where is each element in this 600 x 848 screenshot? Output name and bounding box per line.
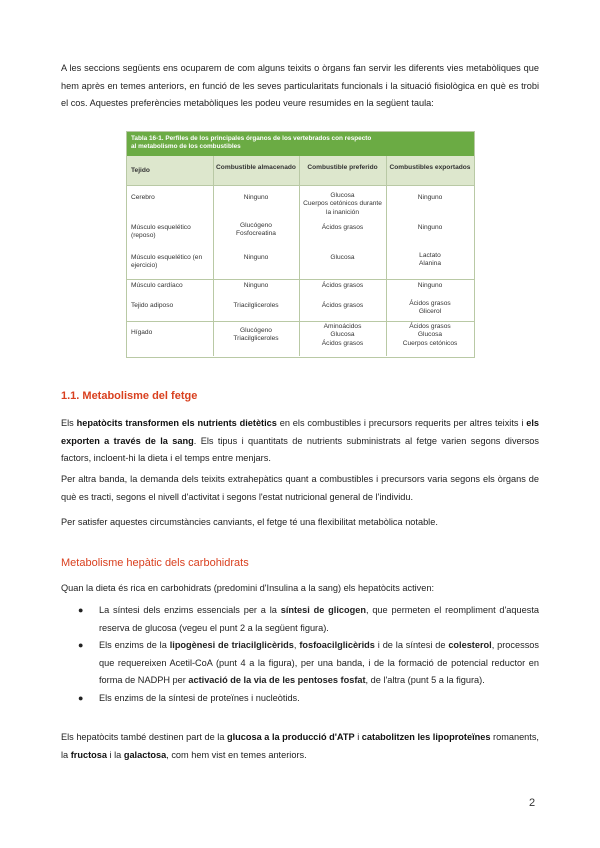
bullet-icon: ● <box>78 692 84 703</box>
bullet-icon: ● <box>78 605 84 615</box>
table-cell-tissue: Músculo esquelético (reposo) <box>131 224 191 240</box>
col-header-preferred: Combustible preferido <box>307 164 378 171</box>
table-cell-preferred: Glucosa <box>330 254 355 261</box>
table-cell-stored: Ninguno <box>243 254 269 261</box>
row-divider <box>127 185 474 186</box>
table-cell-preferred: Ácidos grasos <box>321 282 364 289</box>
table-cell-tissue: Tejido adiposo <box>131 302 174 309</box>
table-title-line-2: al metabolismo de los combustibles <box>131 143 241 150</box>
section-heading-carbohydrates: Metabolisme hepàtic dels carbohidrats <box>61 557 249 569</box>
liver-paragraph-1: Els hepatòcits transformen els nutrients dietètics en els combustibles i precursors requerits per altres teixits i els exporten a través de la sang. Els tipus i quantitats de nutrients subministrats al fetge varien segons diversos factors, incloent-hi la dieta i el temps entre menjars. <box>61 418 540 463</box>
col-header-stored: Combustible almacenado <box>216 164 296 171</box>
table-title-line-1: Tabla 16-1. Perfiles de los principales órganos de los vertebrados con respecto <box>131 135 372 142</box>
col-header-tissue: Tejido <box>131 167 150 174</box>
table-cell-stored: Glucógeno Fosfocreatina <box>236 222 276 238</box>
table-cell-exported: Ninguno <box>417 282 443 289</box>
table-cell-tissue: Músculo esquelético (en ejercicio) <box>131 254 203 270</box>
section-heading-liver: 1.1. Metabolisme del fetge <box>61 390 198 402</box>
table-cell-exported: Ninguno <box>417 194 443 201</box>
table-cell-exported: Ácidos grasos Glucosa Cuerpos cetónicos <box>402 323 458 347</box>
bold-phrase: hepatòcits transformen els nutrients dietètics <box>76 418 277 428</box>
page-number: 2 <box>529 797 536 809</box>
col-divider <box>213 156 214 356</box>
table-cell-tissue: Músculo cardíaco <box>131 282 183 289</box>
carbohydrates-intro: Quan la dieta és rica en carbohidrats (predomini d'Insulina a la sang) els hepatòcits activen: <box>61 583 435 593</box>
table-cell-stored: Ninguno <box>243 194 269 201</box>
activation-list <box>78 602 539 707</box>
list-item: ● La síntesi dels enzims essencials per a la síntesi de glicogen, que permeten el reompliment d'aquesta reserva de glucosa (vegeu el punt 2 a la següent figura). <box>78 602 539 637</box>
bullet-icon: ● <box>78 640 84 650</box>
bold-phrase: els exporten a través de la sang <box>61 418 539 446</box>
liver-paragraph-3: Per satisfer aquestes circumstàncies canviants, el fetge té una flexibilitat metabòlica notable. <box>61 517 438 527</box>
row-divider <box>127 279 474 280</box>
table-cell-tissue: Hígado <box>131 329 153 336</box>
table-cell-stored: Glucógeno Triacilgliceroles <box>233 327 279 343</box>
table-cell-exported: Lactato Alanina <box>419 252 441 268</box>
table-title <box>127 132 474 156</box>
col-header-exported: Combustibles exportados <box>389 164 471 171</box>
table-cell-exported: Ninguno <box>417 224 443 231</box>
table-cell-preferred: Glucosa Cuerpos cetónicos durante la inanición <box>303 192 382 216</box>
table-cell-preferred: Ácidos grasos <box>321 224 364 231</box>
intro-paragraph: A les seccions següents ens ocuparem de com alguns teixits o òrgans fan servir les diferents vies metabòliques que hem après en temes anteriors, en funció de les seves particularitats funcionals i la situació fisiològica en què es trobi el cos. Aquestes preferències metabòliques les podeu veure resumides en la següent taula: <box>61 63 539 108</box>
table-cell-tissue: Cerebro <box>131 194 155 201</box>
list-item: ● Els enzims de la síntesi de proteïnes i nucleòtids. <box>78 690 539 708</box>
col-divider <box>386 156 387 356</box>
row-divider <box>127 321 474 322</box>
col-divider <box>299 156 300 356</box>
table-cell-preferred: Ácidos grasos <box>321 302 364 309</box>
liver-paragraph-2: Per altra banda, la demanda dels teixits extrahepàtics quant a combustibles i precursors varia segons els òrgans de què es tracti, segons el nivell d'activitat i segons l'estat nutricional general de l'individu. <box>61 474 539 502</box>
closing-paragraph: Els hepatòcits també destinen part de la glucosa a la producció d'ATP i catabolitzen les lipoproteïnes romanents, la fructosa i la galactosa, com hem vist en temes anteriors. <box>61 732 539 760</box>
table-cell-exported: Ácidos grasos Glicerol <box>409 300 451 316</box>
table-cell-preferred: Aminoácidos Glucosa Ácidos grasos <box>321 323 364 347</box>
list-item: ● Els enzims de la lipogènesi de triacilglicèrids, fosfoacilglicèrids i de la síntesi de colesterol, processos que requereixen Acetil-CoA (punt 4 a la figura), per una banda, i de la formació de potencial reductor en forma de NADPH per activació de la via de les pentoses fosfat, de l'altra (punt 5 a la figura). <box>78 637 539 690</box>
table-cell-stored: Ninguno <box>243 282 269 289</box>
fuel-profile-table <box>126 131 475 358</box>
table-cell-stored: Triacilgliceroles <box>233 302 279 309</box>
